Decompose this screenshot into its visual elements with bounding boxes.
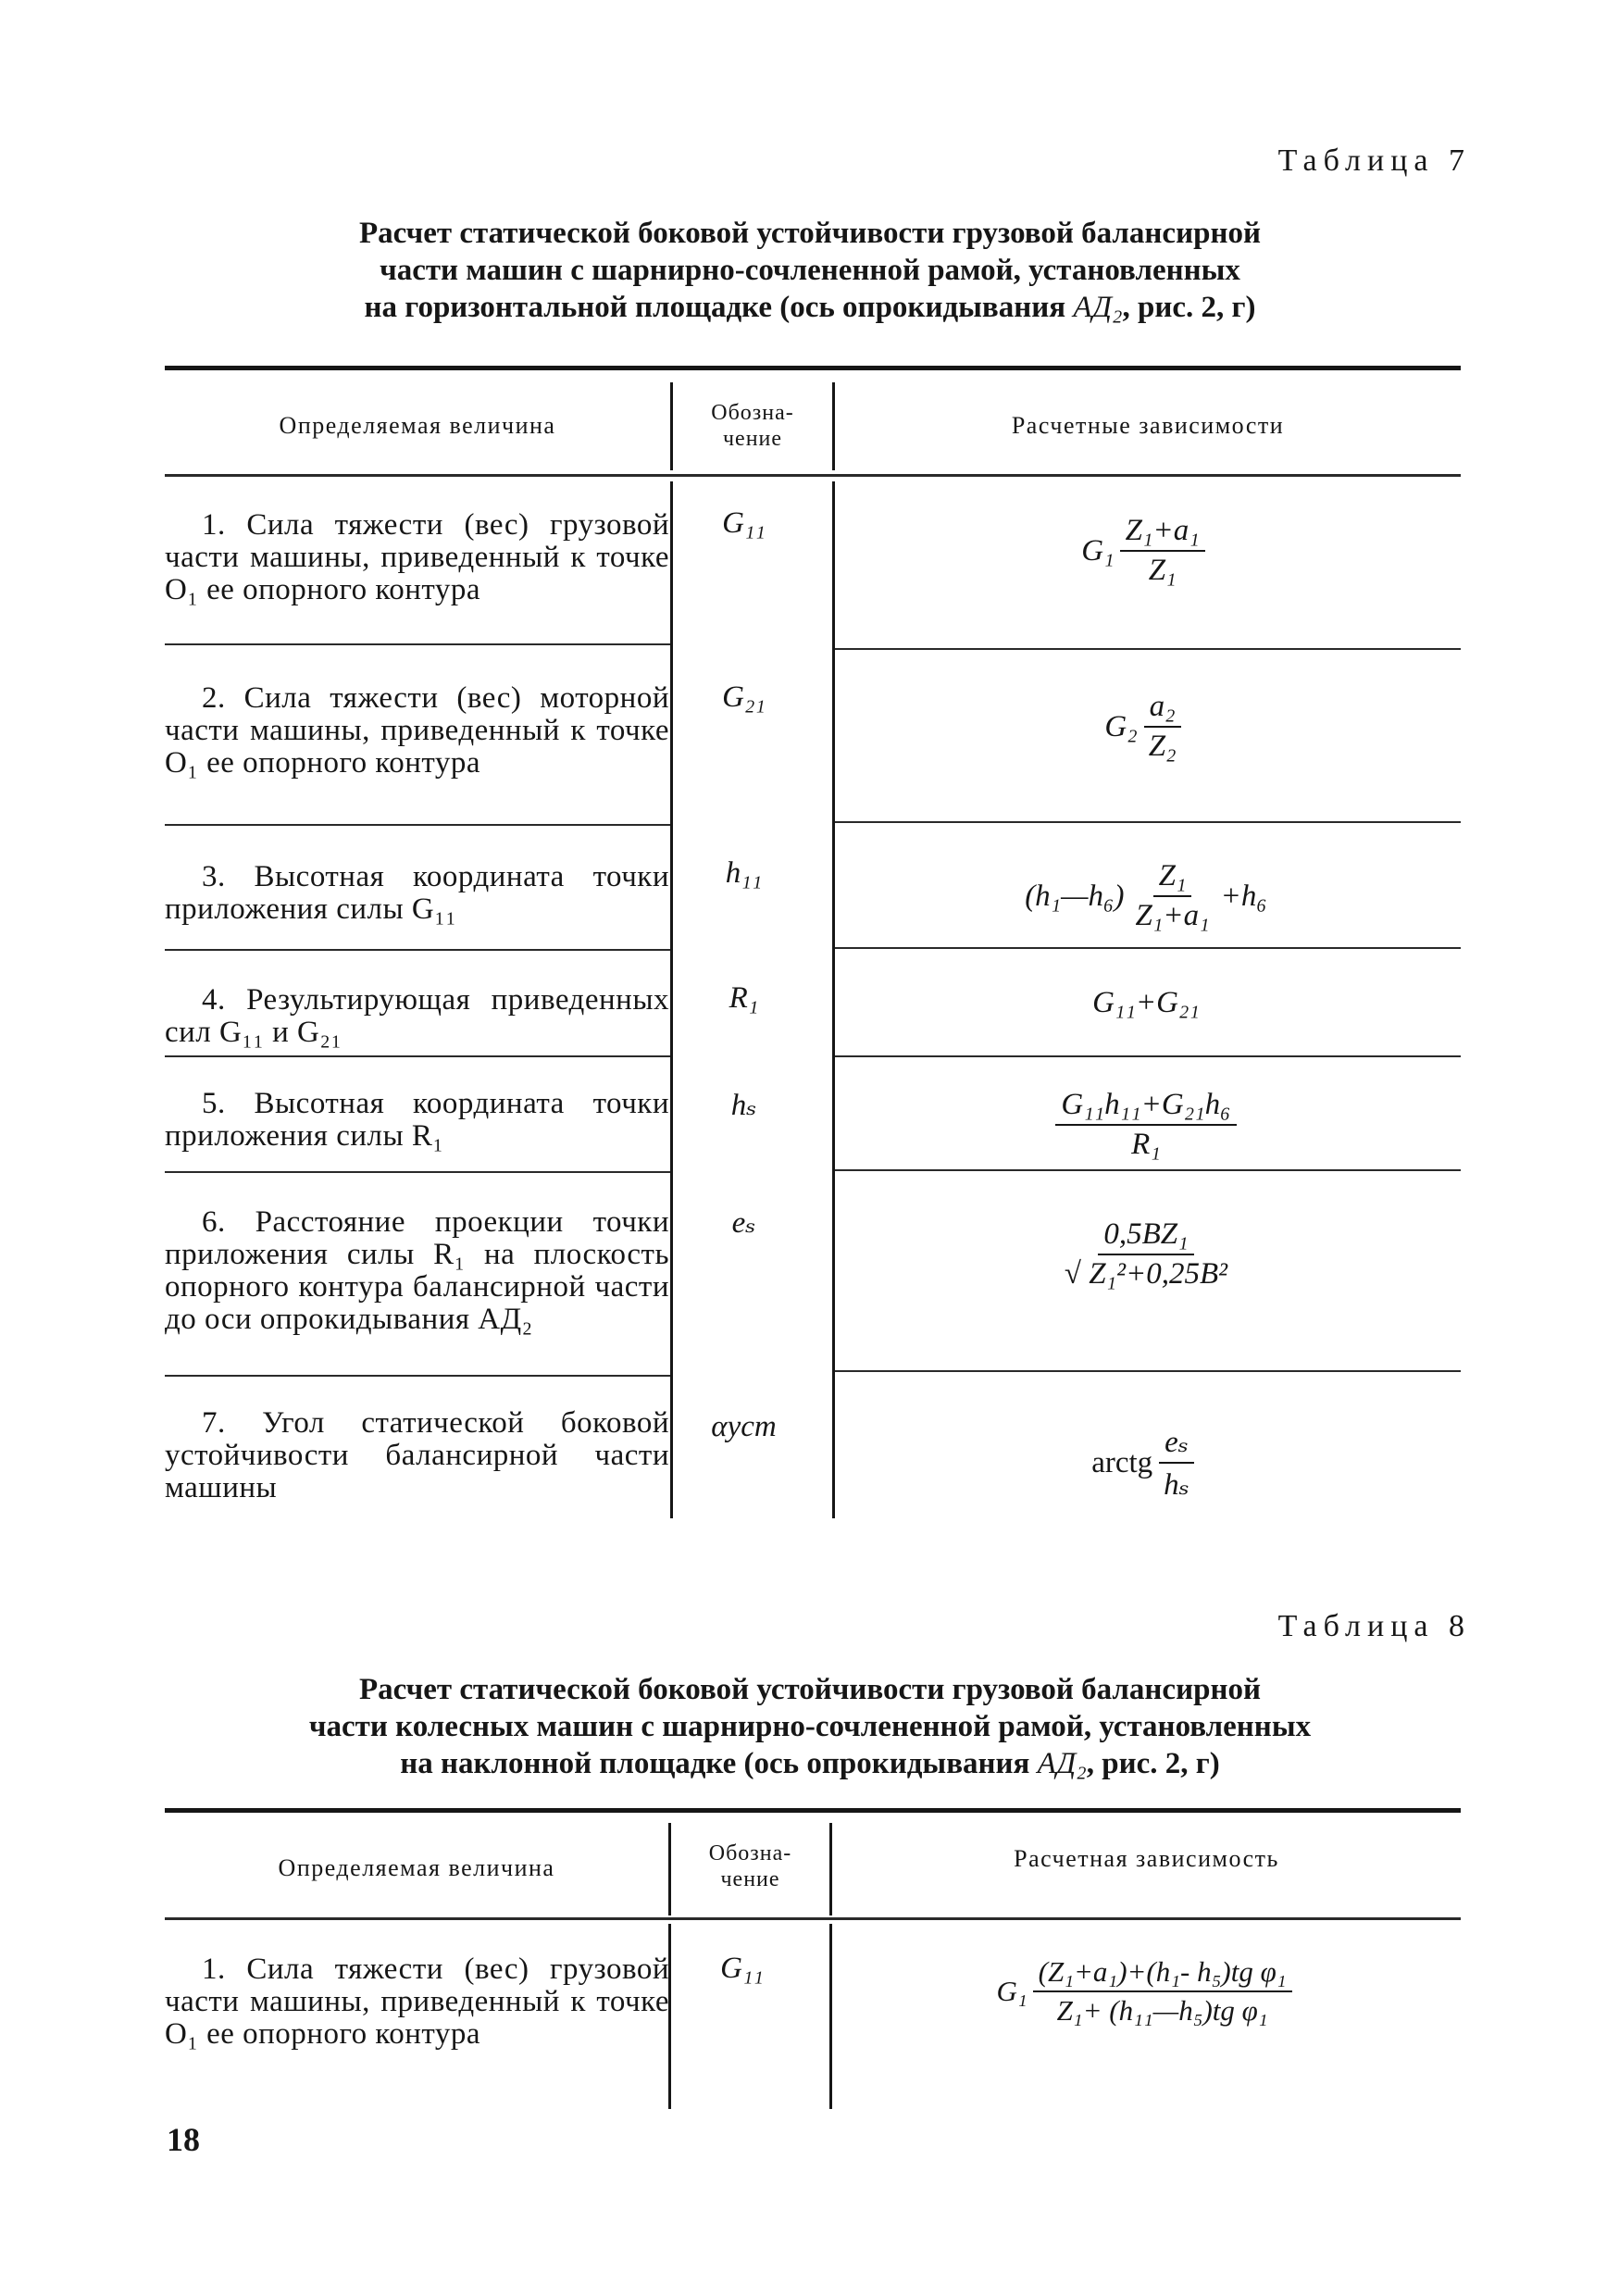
caption-line: части машин с шарнирно-сочлененной рамой, установленных	[380, 254, 1240, 287]
row-symbol: h₁₁	[725, 856, 763, 890]
row-formula: G₁ $\frac{\text{Z₁+a₁}}{\text{Z₁}}$	[831, 509, 1461, 593]
row-rule	[835, 648, 1461, 650]
caption-line: на горизонтальной площадке (ось опрокидывания АД₂, рис. 2, г)	[364, 291, 1256, 324]
page-number: 18	[167, 2121, 200, 2158]
table-7-label: Таблица 7	[1277, 144, 1471, 178]
row-quantity: 7. Угол статической боковой устойчивости балансирной части машины	[165, 1406, 669, 1504]
row-formula: arctg $\frac{\text{eₛ}}{\text{hₛ}}$	[831, 1421, 1461, 1504]
row-rule	[165, 824, 670, 826]
caption-line: части колесных машин с шарнирно-сочлененной рамой, установленных	[308, 1710, 1312, 1743]
header-formula: Расчетная зависимость	[1014, 1845, 1279, 1872]
header-bottom-rule	[165, 1917, 1461, 1920]
row-symbol: G₁₁	[722, 506, 766, 540]
table-7-caption	[167, 215, 1453, 326]
row-formula: (h₁—h₆) $\frac{\text{Z₁}}{\text{Z₁+a₁}}$ +h₆	[1025, 859, 1267, 932]
row-quantity: 4. Результирующая приведенных сил G₁₁ и G₂₁	[165, 983, 669, 1049]
row-rule	[835, 947, 1461, 949]
table-8	[165, 1808, 1461, 2123]
header-bottom-rule	[165, 474, 1461, 477]
row-rule	[165, 949, 670, 951]
caption-line: на наклонной площадке (ось опрокидывания АД₂, рис. 2, г)	[400, 1747, 1220, 1780]
column-divider	[829, 1924, 832, 2109]
header-symbol: Обозна- чение	[711, 401, 794, 451]
row-formula: $\frac{\text{G₁₁h₁₁+G₂₁h₆}}{\text{R₁}}$	[831, 1083, 1461, 1167]
caption-line: Расчет статической боковой устойчивости грузовой балансирной	[359, 1673, 1261, 1706]
table-8-label: Таблица 8	[1277, 1609, 1471, 1643]
row-symbol: G₁₁	[720, 1952, 764, 1985]
column-divider	[670, 481, 673, 1518]
row-rule	[835, 1169, 1461, 1171]
row-symbol: αуст	[711, 1410, 777, 1443]
axis-label: АД₂	[1037, 1747, 1087, 1780]
row-rule	[165, 1055, 670, 1057]
row-quantity: 2. Сила тяжести (вес) моторной части машины, приведенный к точке O₁ ее опорного контура	[165, 681, 669, 780]
row-rule	[835, 1055, 1461, 1057]
table-8-caption	[167, 1671, 1453, 1782]
row-rule	[165, 1375, 670, 1377]
row-symbol: R₁	[729, 981, 759, 1015]
table-7	[165, 366, 1461, 1532]
row-symbol: eₛ	[731, 1206, 756, 1240]
table-top-rule	[165, 366, 1461, 370]
axis-label: АД₂	[1073, 291, 1123, 324]
header-formula: Расчетные зависимости	[1011, 412, 1285, 439]
row-quantity: 5. Высотная координата точки приложения силы R₁	[165, 1087, 669, 1153]
caption-line: Расчет статической боковой устойчивости грузовой балансирной	[359, 217, 1261, 250]
row-rule	[835, 1370, 1461, 1372]
row-quantity: 1. Сила тяжести (вес) грузовой части машины, приведенный к точке O₁ ее опорного контура	[165, 508, 669, 606]
row-rule	[165, 1171, 670, 1173]
row-quantity: 6. Расстояние проекции точки приложения силы R₁ на плоскость опорного контура балансирной части до оси опрокидывания АД₂	[165, 1205, 669, 1336]
header-quantity: Определяемая величина	[278, 1854, 555, 1881]
row-symbol: hₛ	[730, 1089, 757, 1122]
table-top-rule	[165, 1808, 1461, 1813]
row-quantity: 1. Сила тяжести (вес) грузовой части машины, приведенный к точке O₁ ее опорного контура	[165, 1953, 669, 2051]
row-formula: G₂ $\frac{\text{a₂}}{\text{Z₂}}$	[831, 685, 1461, 768]
header-symbol: Обозна- чение	[708, 1841, 792, 1891]
row-rule	[165, 643, 670, 645]
row-quantity: 3. Высотная координата точки приложения силы G₁₁	[165, 860, 669, 926]
header-quantity: Определяемая величина	[279, 412, 556, 439]
row-symbol: G₂₁	[722, 680, 766, 714]
row-formula: $\frac{\text{0,5BZ₁}}{\text{√ Z₁²+0,25B²}}$	[1064, 1217, 1228, 1291]
row-formula: G₁₁+G₂₁	[1092, 985, 1200, 1019]
row-formula: G₁ $\frac{\text{(Z₁+a₁)+(h₁- h₅)tg φ₁}}{\text{Z₁+ (h₁₁—h₅)tg φ₁}}$	[833, 1947, 1461, 2035]
row-rule	[835, 821, 1461, 823]
